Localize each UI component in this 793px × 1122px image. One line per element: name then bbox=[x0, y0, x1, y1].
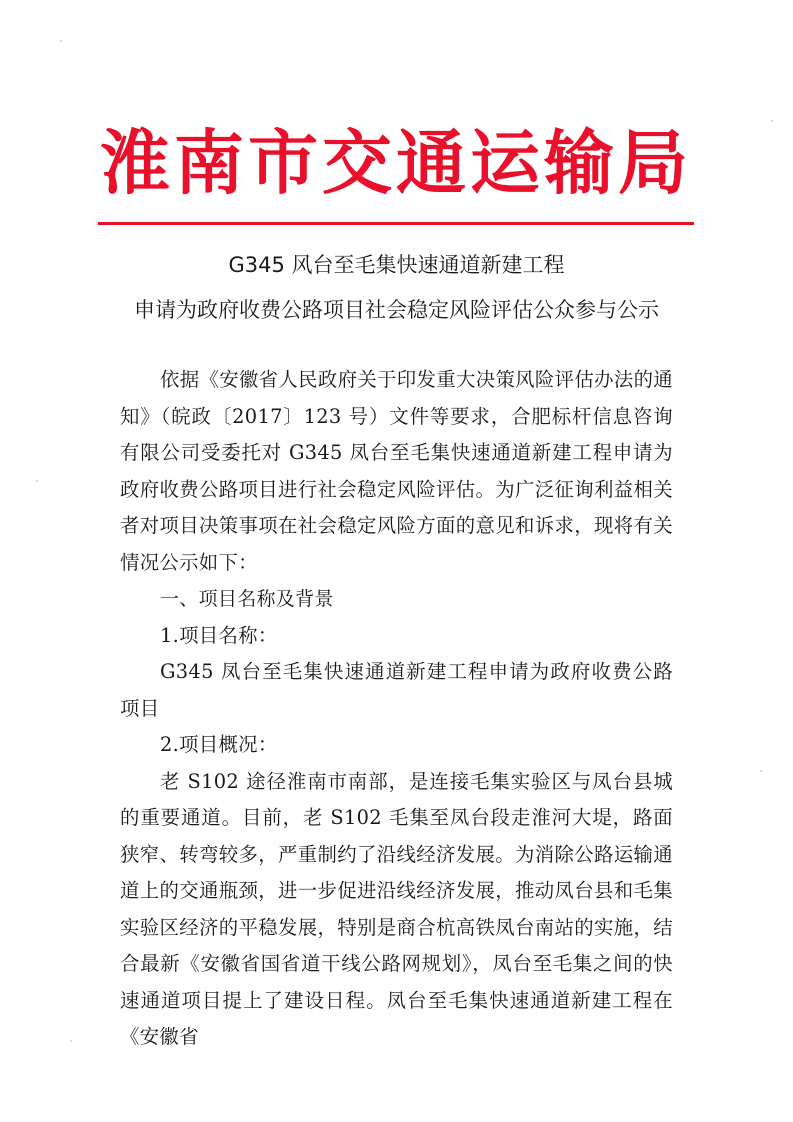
document-title-line-1: G345 风台至毛集快速通道新建工程 bbox=[228, 253, 565, 277]
scan-speck bbox=[70, 1040, 72, 1042]
document-body bbox=[120, 362, 673, 1056]
item-2-label: 2.项目概况： bbox=[160, 733, 278, 756]
document-title-line-2: 申请为政府收费公路项目社会稳定风险评估公众参与公示 bbox=[134, 298, 659, 322]
scan-speck bbox=[36, 480, 38, 482]
masthead-red-rule bbox=[98, 222, 694, 225]
scan-speck bbox=[760, 770, 762, 772]
masthead-title: 淮南市交通运输局 bbox=[100, 121, 692, 204]
scan-speck bbox=[771, 120, 773, 122]
item-1-value: G345 凤台至毛集快速通道新建工程申请为政府收费公路项目 bbox=[120, 660, 673, 720]
scan-speck bbox=[60, 40, 62, 42]
intro-paragraph: 依据《安徽省人民政府关于印发重大决策风险评估办法的通知》（皖政〔2017〕123 号）文件等要求，合肥标杆信息咨询有限公司受委托对 G345 凤台至毛集快速通道新建工程申请为政府收费公路项目进行社会稳定风险评估。为广泛征询利益相关者对项目决策事项在社会稳定风险方面的意见和诉求，现将有关情况公示如下： bbox=[120, 368, 673, 574]
item-2-paragraph: 老 S102 途径淮南市南部，是连接毛集实验区与凤台县城的重要通道。目前，老 S102 毛集至凤台段走淮河大堤，路面狭窄、转弯较多，严重制约了沿线经济发展。为消除公路运输通道上的交通瓶颈，进一步促进沿线经济发展，推动凤台县和毛集实验区经济的平稳发展，特别是商合杭高铁凤台南站的实施，结合最新《安徽省国省道干线公路网规划》，凤台至毛集之间的快速通道项目提上了建设日程。凤台至毛集快速通道新建工程在《安徽省 bbox=[120, 769, 673, 1048]
section-heading-1: 一、项目名称及背景 bbox=[160, 588, 334, 610]
item-1-label: 1.项目名称： bbox=[160, 623, 278, 647]
